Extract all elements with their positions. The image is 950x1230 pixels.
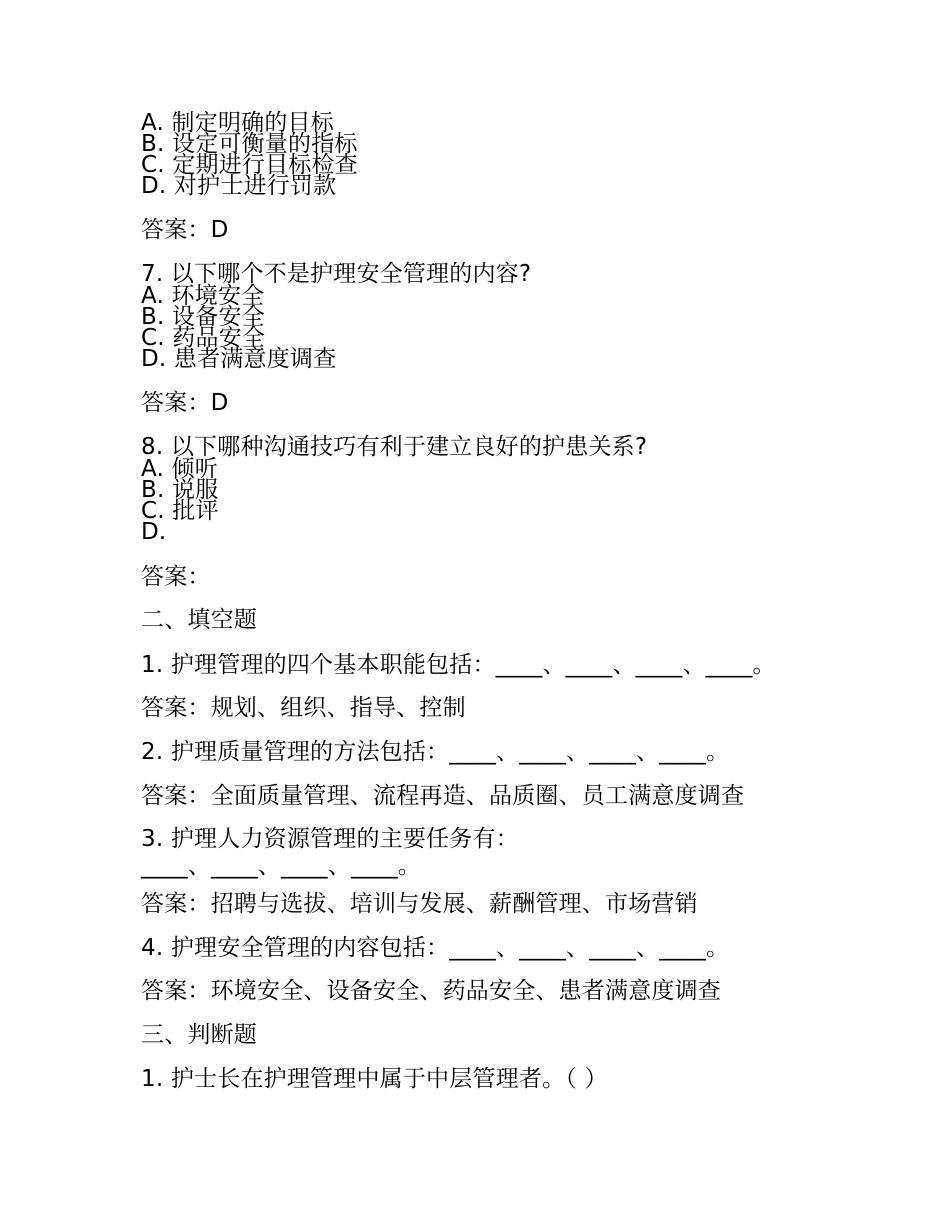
q7-option-a: A. 环境安全 bbox=[141, 283, 265, 309]
q8-question: 8. 以下哪种沟通技巧有利于建立良好的护患关系? bbox=[141, 434, 648, 460]
fill-q3-answer: 答案：招聘与选拔、培训与发展、薪酬管理、市场营销 bbox=[141, 891, 698, 917]
q8-option-a: A. 倾听 bbox=[141, 456, 218, 482]
q6-option-a: A. 制定明确的目标 bbox=[141, 110, 334, 136]
judge-q1: 1. 护士长在护理管理中属于中层管理者。（ ） bbox=[141, 1066, 608, 1092]
fill-q2-answer: 答案：全面质量管理、流程再造、品质圈、员工满意度调查 bbox=[141, 783, 745, 809]
fill-q1-answer: 答案：规划、组织、指导、控制 bbox=[141, 695, 466, 721]
q8-option-b: B. 说服 bbox=[141, 477, 219, 503]
q8-option-d: D. bbox=[141, 519, 167, 545]
q6-option-b: B. 设定可衡量的指标 bbox=[141, 131, 358, 157]
fill-q4-answer: 答案：环境安全、设备安全、药品安全、患者满意度调查 bbox=[141, 978, 721, 1004]
fill-section-heading: 二、填空题 bbox=[141, 607, 257, 633]
fill-q2: 2. 护理质量管理的方法包括：____、____、____、____。 bbox=[141, 739, 730, 765]
judge-section-heading: 三、判断题 bbox=[141, 1022, 257, 1048]
fill-q3-blanks: ____、____、____、____。 bbox=[141, 853, 421, 879]
q6-option-c: C. 定期进行目标检查 bbox=[141, 152, 358, 178]
q6-option-d: D. 对护士进行罚款 bbox=[141, 173, 337, 199]
q7-question: 7. 以下哪个不是护理安全管理的内容? bbox=[141, 261, 532, 287]
fill-q1: 1. 护理管理的四个基本职能包括：____、____、____、____。 bbox=[141, 652, 776, 678]
q6-answer: 答案：D bbox=[141, 217, 229, 243]
q8-answer: 答案： bbox=[141, 564, 211, 590]
q8-option-c: C. 批评 bbox=[141, 498, 219, 524]
q7-option-b: B. 设备安全 bbox=[141, 304, 265, 330]
fill-q4: 4. 护理安全管理的内容包括：____、____、____、____。 bbox=[141, 935, 730, 961]
q7-option-c: C. 药品安全 bbox=[141, 325, 266, 351]
q7-answer: 答案：D bbox=[141, 390, 229, 416]
fill-q3: 3. 护理人力资源管理的主要任务有： bbox=[141, 826, 519, 852]
q7-option-d: D. 患者满意度调查 bbox=[141, 346, 337, 372]
